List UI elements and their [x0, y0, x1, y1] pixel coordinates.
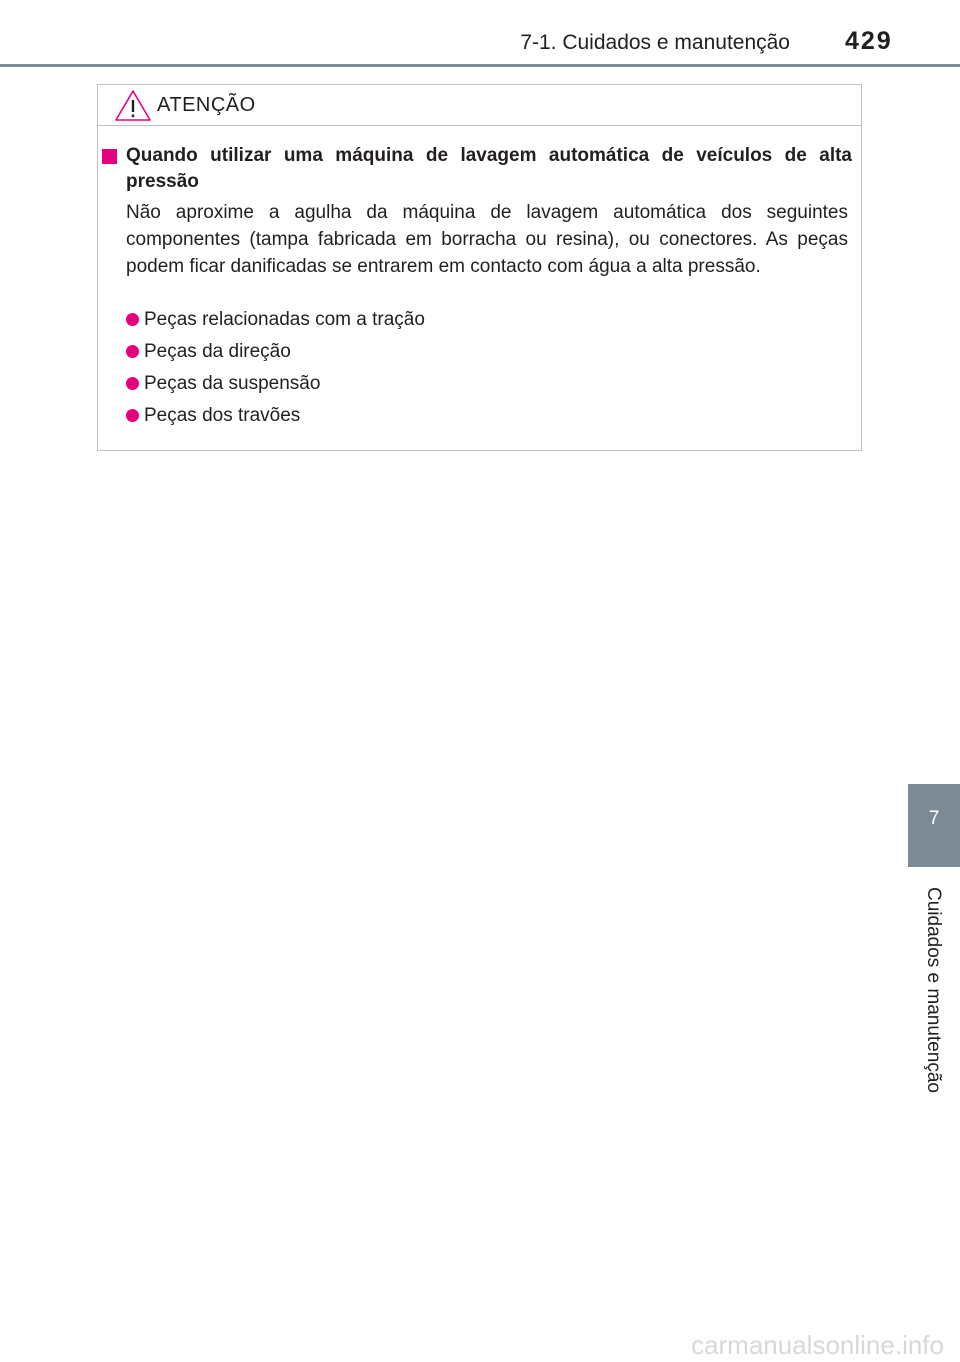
bullet-icon: [126, 409, 139, 422]
section-marker: [102, 149, 117, 164]
chapter-tab[interactable]: [908, 784, 960, 867]
list-item-text: Peças da suspensão: [144, 373, 321, 394]
page-number: 429: [845, 27, 893, 55]
list-item-text: Peças da direção: [144, 341, 291, 362]
list-item: [126, 402, 425, 434]
bullet-icon: [126, 377, 139, 390]
chapter-number: 7: [928, 808, 940, 829]
warning-box: [97, 84, 862, 451]
bullet-icon: [126, 313, 139, 326]
list-item-text: Peças dos travões: [144, 405, 301, 426]
component-list: [126, 306, 425, 434]
warning-label: ATENÇÃO: [157, 94, 256, 116]
list-item: [126, 338, 425, 370]
bullet-icon: [126, 345, 139, 358]
list-item: [126, 370, 425, 402]
warning-triangle-icon: [114, 89, 152, 122]
warning-section-title: Quando utilizar uma máquina de lavagem automática de veículos de alta pressão: [126, 145, 852, 192]
warning-header: [98, 85, 861, 126]
warning-body-text: Não aproxime a agulha da máquina de lavagem automática dos seguintes componentes (tampa fabricada em borracha ou resina), ou conectores. As peças podem ficar danificadas se entrarem em contacto com água a alta pressão.: [126, 202, 848, 277]
chapter-label: Cuidados e manutenção: [923, 887, 944, 1093]
list-item: [126, 306, 425, 338]
watermark: carmanualsonline.info: [691, 1330, 944, 1360]
header-rule: [0, 64, 960, 67]
list-item-text: Peças relacionadas com a tração: [144, 309, 425, 330]
header-section-title: 7-1. Cuidados e manutenção: [520, 31, 790, 54]
